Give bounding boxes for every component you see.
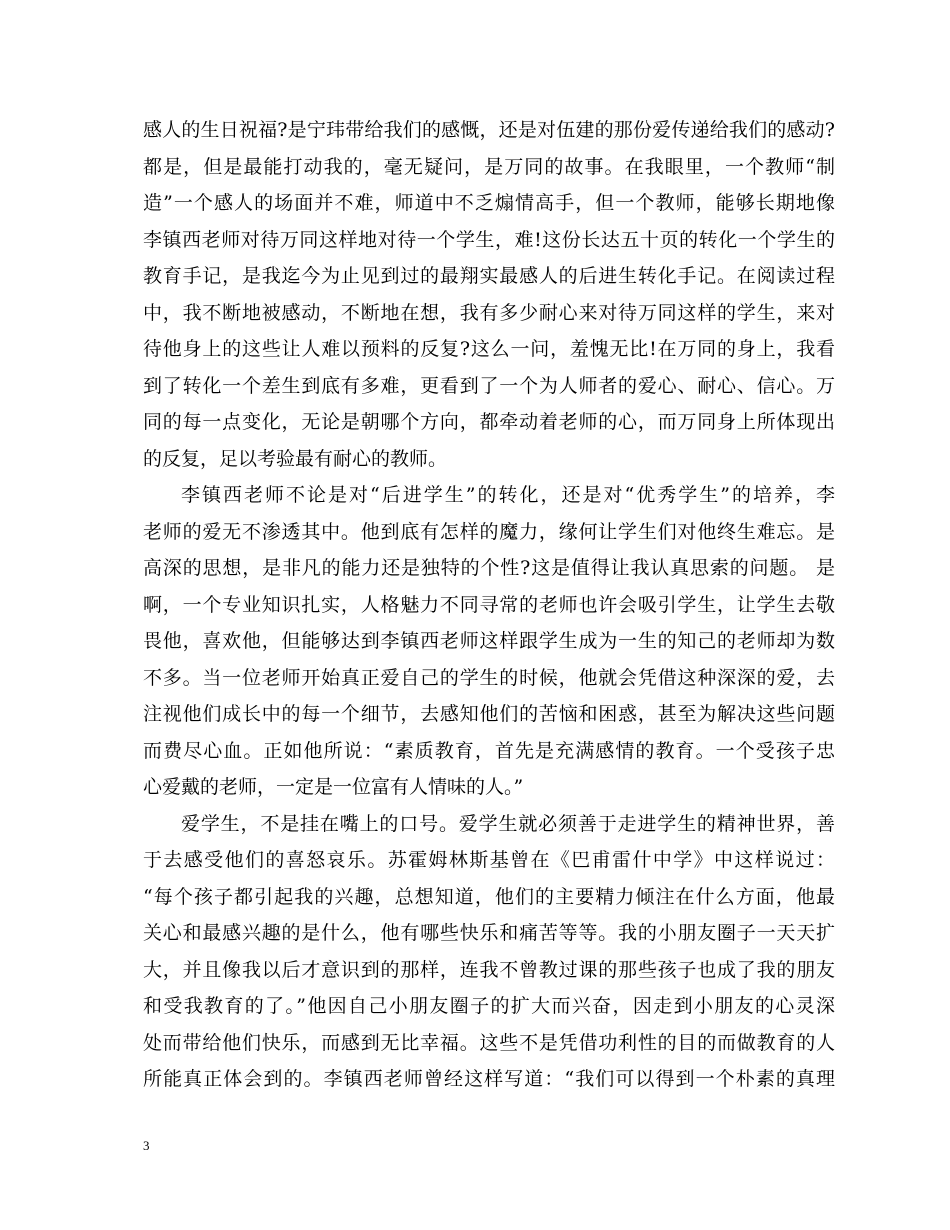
text-line: 不多。当一位老师开始真正爱自己的学生的时候，他就会凭借这种深深的爱，去	[143, 666, 835, 689]
paragraph-first-line: 爱学生，不是挂在嘴上的口号。爱学生就必须善于走进学生的精神世界，善	[181, 812, 835, 835]
text-line: 啊，一个专业知识扎实，人格魅力不同寻常的老师也许会吸引学生，让学生去敬	[143, 593, 835, 616]
page-number: 3	[143, 1138, 150, 1153]
text-line: 李镇西老师对待万同这样地对待一个学生，难!这份长达五十页的转化一个学生的	[143, 228, 835, 251]
text-line: 的反复，足以考验最有耐心的教师。	[143, 447, 448, 470]
text-line: 老师的爱无不渗透其中。他到底有怎样的魔力，缘何让学生们对他终生难忘。是	[143, 520, 835, 543]
text-line: 大，并且像我以后才意识到的那样，连我不曾教过课的那些孩子也成了我的朋友	[143, 958, 835, 981]
text-line: 到了转化一个差生到底有多难，更看到了一个为人师者的爱心、耐心、信心。万	[143, 374, 835, 397]
paragraph-first-line: 李镇西老师不论是对“后进学生”的转化，还是对“优秀学生”的培养，李	[181, 484, 835, 506]
text-line: 心爱戴的老师，一定是一位富有人情味的人。”	[143, 776, 524, 798]
text-line: 教育手记，是我迄今为止见到过的最翔实最感人的后进生转化手记。在阅读过程	[143, 265, 835, 287]
text-line: 造”一个感人的场面并不难，师道中不乏煽情高手，但一个教师，能够长期地像	[143, 192, 835, 214]
text-line: 同的每一点变化，无论是朝哪个方向，都牵动着老师的心，而万同身上所体现出	[143, 411, 835, 433]
body-text	[143, 112, 835, 1098]
text-line: 高深的思想，是非凡的能力还是独特的个性?这是值得让我认真思索的问题。 是	[143, 557, 835, 579]
text-line: 待他身上的这些让人难以预料的反复?这么一问，羞愧无比!在万同的身上，我看	[143, 338, 835, 360]
text-line: 和受我教育的了。”他因自己小朋友圈子的扩大而兴奋，因走到小朋友的心灵深	[143, 995, 835, 1017]
text-line: “每个孩子都引起我的兴趣，总想知道，他们的主要精力倾注在什么方面，他最	[143, 885, 835, 908]
text-line: 注视他们成长中的每一个细节，去感知他们的苦恼和困惑，甚至为解决这些问题	[143, 703, 835, 725]
text-line: 于去感受他们的喜怒哀乐。苏霍姆林斯基曾在《巴甫雷什中学》中这样说过：	[143, 849, 835, 871]
text-line: 中，我不断地被感动，不断地在想，我有多少耐心来对待万同这样的学生，来对	[143, 301, 835, 324]
text-line: 而费尽心血。正如他所说：“素质教育，首先是充满感情的教育。一个受孩子忠	[143, 739, 835, 762]
text-line: 感人的生日祝福?是宁玮带给我们的感慨，还是对伍建的那份爱传递给我们的感动?	[143, 119, 835, 141]
text-line: 处而带给他们快乐，而感到无比幸福。这些不是凭借功利性的目的而做教育的人	[143, 1031, 835, 1054]
text-line: 关心和最感兴趣的是什么，他有哪些快乐和痛苦等等。我的小朋友圈子一天天扩	[143, 922, 835, 944]
text-line: 都是，但是最能打动我的，毫无疑问，是万同的故事。在我眼里，一个教师“制	[143, 155, 835, 178]
text-line: 所能真正体会到的。李镇西老师曾经这样写道：“我们可以得到一个朴素的真理	[143, 1068, 835, 1090]
text-line: 畏他，喜欢他，但能够达到李镇西老师这样跟学生成为一生的知己的老师却为数	[143, 630, 835, 652]
